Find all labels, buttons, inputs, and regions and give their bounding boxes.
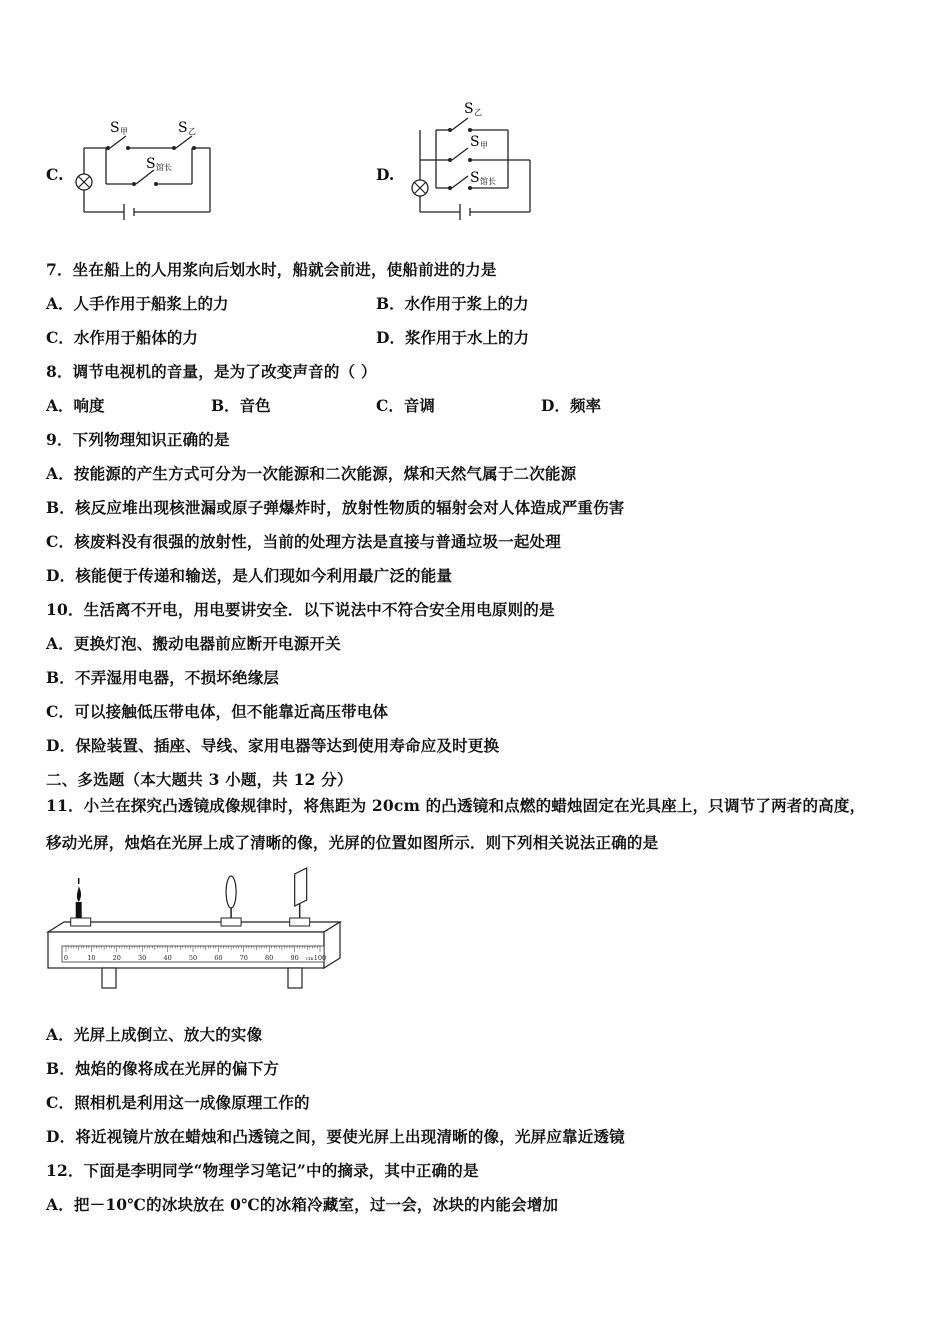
q9-option-c[interactable]: C．核废料没有很强的放射性，当前的处理方法是直接与普通垃圾一起处理 [46,532,561,551]
question-12-stem: 12．下面是李明同学“物理学习笔记”中的摘录，其中正确的是 [46,1161,479,1180]
q10-option-b[interactable]: B．不弄湿用电器，不损坏绝缘层 [46,668,280,687]
svg-text:甲: 甲 [480,141,488,150]
q9-option-a[interactable]: A．按能源的产生方式可分为一次能源和二次能源，煤和天然气属于二次能源 [46,464,577,483]
ruler-unit: cm [306,956,314,962]
q7-option-c[interactable]: C．水作用于船体的力 [46,328,198,347]
q7-option-b[interactable]: B．水作用于浆上的力 [376,294,529,313]
option-d-label: D. [376,165,395,184]
svg-text:乙: 乙 [474,108,482,117]
ruler-tick-label: 60 [214,954,223,962]
q12-option-a[interactable]: A．把－10℃的冰块放在 0℃的冰箱冷藏室，过一会，冰块的内能会增加 [46,1195,559,1214]
question-11-stem-line1: 11．小兰在探究凸透镜成像规律时，将焦距为 20cm 的凸透镜和点燃的蜡烛固定在光具座上，只调节了两者的高度， [46,796,866,815]
switch-label: S [110,120,120,136]
q8-option-d[interactable]: D．频率 [541,396,601,415]
q8-option-b[interactable]: B．音色 [211,396,271,415]
q8-option-a[interactable]: A．响度 [46,396,105,415]
q7-option-a[interactable]: A．人手作用于船浆上的力 [46,294,229,313]
q11-option-a[interactable]: A．光屏上成倒立、放大的实像 [46,1025,263,1044]
svg-text:S: S [146,156,156,172]
q11-option-c[interactable]: C．照相机是利用这一成像原理工作的 [46,1093,310,1112]
svg-text:S: S [470,134,480,150]
question-10-stem: 10．生活离不开电，用电要讲安全．以下说法中不符合安全用电原则的是 [46,600,555,619]
q8-option-c[interactable]: C．音调 [376,396,435,415]
svg-text:馆长: 馆长 [480,177,496,186]
ruler-tick-label: 20 [112,954,121,962]
q10-option-c[interactable]: C．可以接触低压带电体，但不能靠近高压带电体 [46,702,389,721]
svg-text:S: S [470,170,480,186]
svg-text:S: S [178,120,188,136]
ruler-tick-label: 70 [239,954,248,962]
question-8-stem: 8．调节电视机的音量，是为了改变声音的（ ） [46,362,377,381]
ruler-tick-label: 0 [63,954,69,962]
q9-option-b[interactable]: B．核反应堆出现核泄漏或原子弹爆炸时，放射性物质的辐射会对人体造成严重伤害 [46,498,625,517]
question-7-stem: 7．坐在船上的人用浆向后划水时，船就会前进，使船前进的力是 [46,260,497,279]
candle-icon [71,878,91,926]
ruler-tick-label: 40 [163,954,172,962]
circuit-diagram-c [70,112,220,224]
q10-option-d[interactable]: D．保险装置、插座、导线、家用电器等达到使用寿命应及时更换 [46,736,500,755]
ruler-tick-label: 100 [313,954,327,962]
ruler-tick-label: 80 [265,954,274,962]
ruler-tick-label: 90 [290,954,299,962]
option-c-label: C. [46,165,64,184]
ruler-tick-label: 30 [138,954,147,962]
ruler-tick-label: 10 [87,954,96,962]
svg-text:乙: 乙 [188,127,196,136]
convex-lens-icon [221,876,241,926]
question-11-stem-line2: 移动光屏，烛焰在光屏上成了清晰的像，光屏的位置如图所示．则下列相关说法正确的是 [46,833,659,852]
q10-option-a[interactable]: A．更换灯泡、搬动电器前应断开电源开关 [46,634,341,653]
q9-option-d[interactable]: D．核能便于传递和输送，是人们现如今利用最广泛的能量 [46,566,453,585]
svg-text:馆长: 馆长 [156,163,172,172]
circuit-diagram-d [400,98,540,226]
svg-text:S: S [464,101,474,117]
optical-bench-figure [44,860,344,996]
q11-option-b[interactable]: B．烛焰的像将成在光屏的偏下方 [46,1059,280,1078]
q11-option-d[interactable]: D．将近视镜片放在蜡烛和凸透镜之间，要使光屏上出现清晰的像，光屏应靠近透镜 [46,1127,625,1146]
q7-option-d[interactable]: D．浆作用于水上的力 [376,328,529,347]
svg-text:甲: 甲 [120,127,128,136]
section-2-title: 二、多选题（本大题共 3 小题，共 12 分） [46,770,353,789]
question-9-stem: 9．下列物理知识正确的是 [46,430,230,449]
light-screen-icon [290,868,310,926]
ruler-tick-label: 50 [188,954,198,962]
